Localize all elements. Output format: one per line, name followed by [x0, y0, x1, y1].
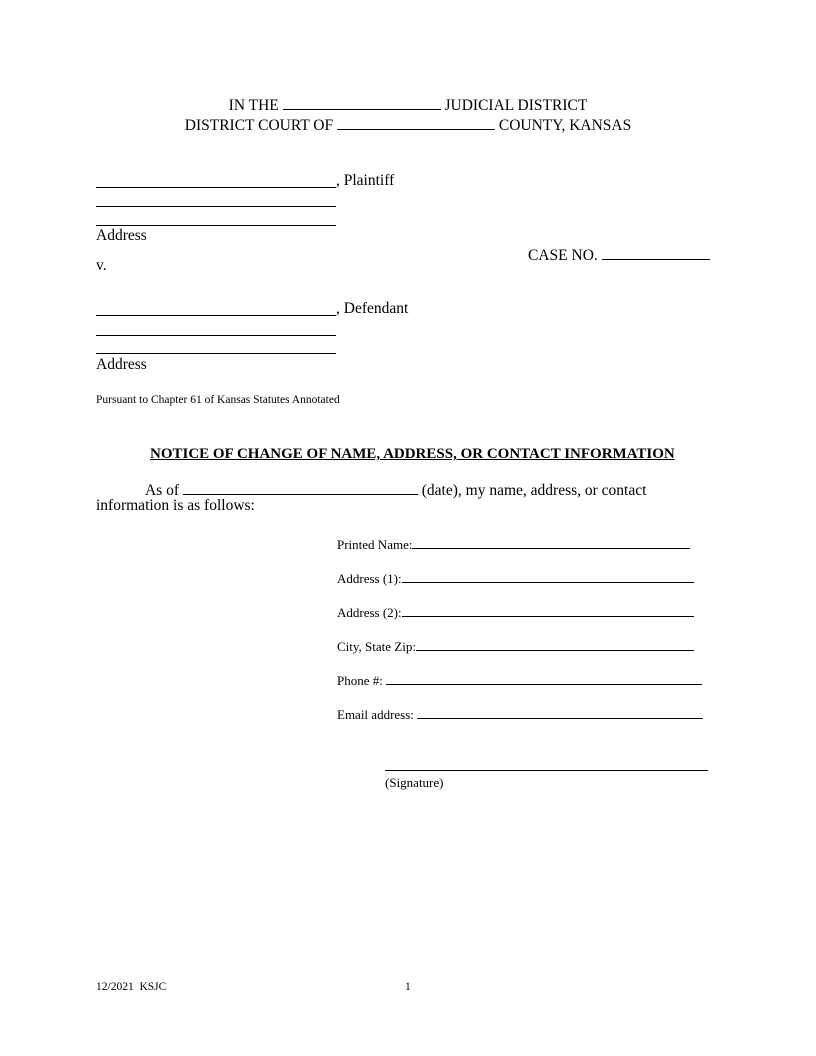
county-blank[interactable] — [337, 116, 495, 130]
as-of-text: As of — [145, 482, 180, 499]
defendant-address-label: Address — [96, 356, 147, 373]
date-blank[interactable] — [183, 481, 418, 495]
field-label: City, State Zip: — [337, 639, 416, 654]
field-label: Address (2): — [337, 605, 402, 620]
plaintiff-address-label: Address — [96, 227, 147, 244]
defendant-address-line-1[interactable] — [96, 335, 336, 336]
header-text: JUDICIAL DISTRICT — [444, 97, 588, 114]
field-printed-name — [337, 537, 690, 552]
phone-blank[interactable] — [386, 673, 702, 685]
header-text: COUNTY, KANSAS — [498, 117, 632, 134]
email-blank[interactable] — [417, 707, 703, 719]
address-1-blank[interactable] — [402, 571, 694, 583]
signature-label: (Signature) — [385, 775, 444, 790]
header-line-2 — [0, 116, 816, 135]
statute-note: Pursuant to Chapter 61 of Kansas Statutes Annotated — [96, 394, 340, 406]
judicial-district-blank[interactable] — [283, 96, 441, 110]
body-line-2: information is as follows: — [96, 497, 255, 514]
header-text: IN THE — [228, 97, 279, 114]
defendant-address-line-2[interactable] — [96, 353, 336, 354]
field-email — [337, 707, 703, 722]
case-no-label: CASE NO. — [528, 247, 598, 264]
field-address-2 — [337, 605, 694, 620]
field-address-1 — [337, 571, 694, 586]
plaintiff-label: , Plaintiff — [336, 172, 395, 189]
versus: v. — [96, 257, 107, 274]
field-label: Phone #: — [337, 673, 383, 688]
plaintiff-address-line-2[interactable] — [96, 225, 336, 226]
field-label: Email address: — [337, 707, 414, 722]
address-2-blank[interactable] — [402, 605, 694, 617]
document-title: NOTICE OF CHANGE OF NAME, ADDRESS, OR CONTACT INFORMATION — [150, 446, 675, 462]
field-label: Printed Name: — [337, 537, 413, 552]
header-line-1 — [0, 96, 816, 115]
city-state-zip-blank[interactable] — [416, 639, 694, 651]
plaintiff-address-line-1[interactable] — [96, 206, 336, 207]
plaintiff-name-line[interactable] — [96, 187, 336, 188]
field-phone — [337, 673, 702, 688]
footer-revision: 12/2021 KSJC — [96, 981, 167, 993]
printed-name-blank[interactable] — [412, 537, 690, 549]
page-number: 1 — [405, 981, 411, 993]
case-number — [528, 246, 710, 265]
header-text: DISTRICT COURT OF — [184, 117, 334, 134]
signature-line[interactable] — [385, 770, 708, 771]
field-label: Address (1): — [337, 571, 402, 586]
date-suffix-text: (date), my name, address, or contact — [421, 482, 647, 499]
case-number-blank[interactable] — [602, 246, 710, 260]
field-city-state-zip — [337, 639, 694, 654]
defendant-label: , Defendant — [336, 300, 409, 317]
defendant-name-line[interactable] — [96, 315, 336, 316]
